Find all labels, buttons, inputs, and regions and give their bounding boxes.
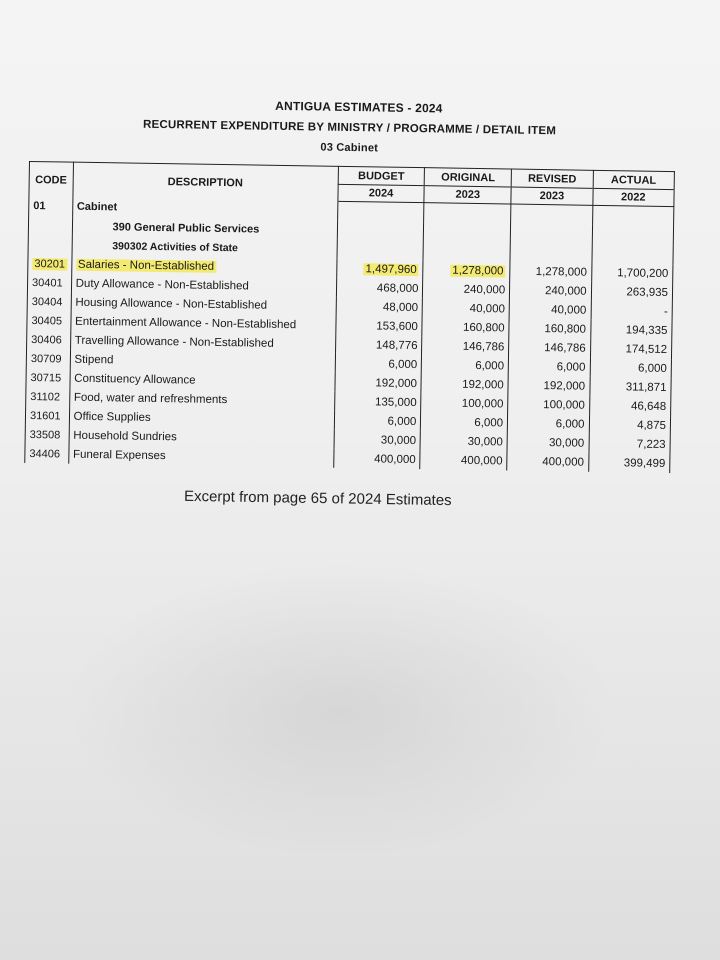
row-revised: 100,000	[508, 395, 590, 415]
row-description: Duty Allowance - Non-Established	[71, 274, 336, 297]
row-revised: 192,000	[508, 376, 590, 396]
row-revised: 40,000	[509, 300, 591, 320]
row-code: 30406	[27, 330, 71, 350]
row-original: 1,278,000	[452, 264, 504, 277]
group-code	[28, 216, 72, 236]
shadow-area	[60, 560, 620, 860]
row-description: Office Supplies	[69, 407, 334, 430]
row-code: 34406	[25, 444, 69, 464]
row-actual: 6,000	[590, 358, 672, 378]
row-budget: 6,000	[334, 411, 421, 431]
row-original: 146,786	[422, 336, 509, 356]
row-code: 30715	[26, 368, 70, 388]
row-code: 30401	[27, 273, 71, 293]
row-actual: 4,875	[589, 415, 671, 435]
row-budget: 6,000	[335, 354, 422, 374]
row-description: Travelling Allowance - Non-Established	[70, 331, 335, 354]
row-description: Household Sundries	[69, 426, 334, 449]
document-title: ANTIGUA ESTIMATES - 2024	[275, 98, 443, 116]
header-description: DESCRIPTION	[73, 162, 339, 201]
header-budget: BUDGET	[338, 166, 425, 185]
row-budget: 30,000	[334, 430, 421, 450]
row-budget: 48,000	[336, 297, 423, 317]
row-description: Stipend	[70, 350, 335, 373]
row-description: Entertainment Allowance - Non-Established	[70, 312, 335, 335]
row-actual: 1,700,200	[591, 263, 673, 283]
row-budget: 1,497,960	[365, 262, 417, 276]
row-description: Food, water and refreshments	[69, 388, 334, 411]
row-code: 33508	[25, 425, 69, 445]
section-title: 03 Cabinet	[320, 141, 379, 155]
estimates-table	[24, 161, 675, 473]
row-original: 6,000	[422, 355, 509, 375]
row-code: 30404	[27, 292, 71, 312]
row-budget: 400,000	[333, 449, 420, 469]
group-description: 390302 Activities of State	[72, 236, 337, 259]
row-actual: 399,499	[588, 453, 670, 473]
row-original: 192,000	[421, 374, 508, 394]
row-actual: 311,871	[589, 377, 671, 397]
document-excerpt	[14, 95, 680, 473]
row-code: 30201	[34, 257, 66, 271]
row-budget: 148,776	[335, 335, 422, 355]
row-actual: 7,223	[589, 434, 671, 454]
group-description: 390 General Public Services	[72, 217, 337, 240]
header-budget-year: 2024	[338, 184, 425, 202]
header-revised-year: 2023	[511, 187, 593, 205]
header-code: CODE	[29, 161, 73, 197]
row-code: 31601	[25, 406, 69, 426]
row-actual: 194,335	[590, 320, 672, 340]
row-revised: 1,278,000	[510, 262, 592, 282]
row-code: 30709	[26, 349, 70, 369]
row-revised: 240,000	[510, 281, 592, 301]
header-actual-year: 2022	[592, 188, 674, 206]
row-actual: 174,512	[590, 339, 672, 359]
header-revised: REVISED	[511, 169, 593, 188]
row-revised: 6,000	[508, 357, 590, 377]
row-revised: 146,786	[509, 338, 591, 358]
header-original: ORIGINAL	[425, 168, 512, 187]
row-code: 30405	[27, 311, 71, 331]
row-original: 100,000	[421, 393, 508, 413]
header-original-year: 2023	[424, 186, 511, 204]
excerpt-caption: Excerpt from page 65 of 2024 Estimates	[183, 487, 452, 510]
row-description: Housing Allowance - Non-Established	[71, 293, 336, 316]
row-description: Constituency Allowance	[70, 369, 335, 392]
row-revised: 400,000	[507, 452, 589, 472]
row-revised: 6,000	[507, 414, 589, 434]
row-actual: 263,935	[591, 282, 673, 302]
row-budget: 135,000	[334, 392, 421, 412]
row-original: 240,000	[423, 279, 510, 299]
row-original: 6,000	[421, 412, 508, 432]
row-original: 30,000	[420, 431, 507, 451]
row-revised: 30,000	[507, 433, 589, 453]
group-code: 01	[29, 196, 73, 216]
row-description: Salaries - Non-Established	[77, 258, 215, 273]
group-description: Cabinet	[72, 197, 337, 221]
row-description: Funeral Expenses	[68, 445, 333, 468]
row-budget: 468,000	[336, 278, 423, 298]
row-original: 400,000	[420, 450, 507, 470]
row-budget: 153,600	[335, 316, 422, 336]
document-subtitle: RECURRENT EXPENDITURE BY MINISTRY / PROGRAMME / DETAIL ITEM	[142, 118, 557, 138]
row-code: 31102	[26, 387, 70, 407]
row-actual: 46,648	[589, 396, 671, 416]
row-budget: 192,000	[335, 373, 422, 393]
row-original: 160,800	[422, 317, 509, 337]
header-actual: ACTUAL	[593, 170, 675, 189]
row-revised: 160,800	[509, 319, 591, 339]
group-code	[28, 235, 72, 255]
row-original: 40,000	[422, 298, 509, 318]
row-actual: -	[591, 301, 673, 321]
